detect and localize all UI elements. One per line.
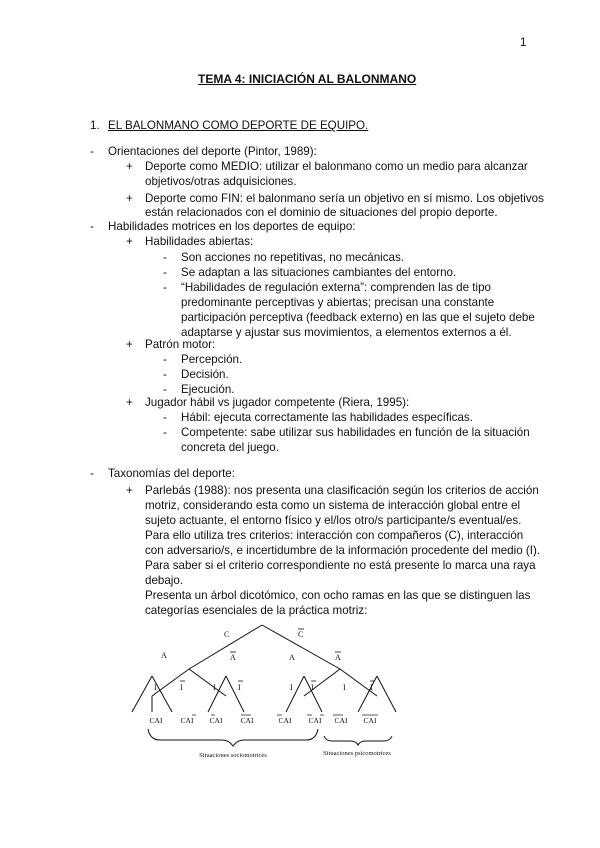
tree-label-a-negated: A bbox=[230, 653, 236, 662]
tree-label-i: I bbox=[290, 683, 293, 692]
tree-branch bbox=[189, 625, 262, 669]
abiertas-item: participación perceptiva (feedback externo) en las que el sujeto debe bbox=[181, 311, 535, 324]
dash-bullet: - bbox=[163, 281, 167, 294]
dash-bullet: - bbox=[163, 426, 167, 439]
tree-leaf: CAI bbox=[308, 716, 322, 725]
plus-bullet: + bbox=[126, 484, 133, 497]
parlebas-line: Parlebás (1988): nos presenta una clasificación según los criterios de acción bbox=[145, 484, 539, 497]
medio-line: objetivos/otras adquisiciones. bbox=[145, 175, 297, 188]
tree-branch bbox=[132, 676, 152, 712]
dash-bullet: - bbox=[163, 383, 167, 396]
parlebas-line: Presenta un árbol dicotómico, con ocho ramas en las que se distinguen las bbox=[145, 589, 531, 602]
tree-branch bbox=[262, 625, 340, 669]
tree-leaf: CAI bbox=[334, 716, 348, 725]
plus-bullet: + bbox=[126, 338, 133, 351]
tree-branch bbox=[152, 676, 172, 712]
medio-line: Deporte como MEDIO: utilizar el balonmano como un medio para alcanzar bbox=[145, 160, 528, 173]
habilidades-heading: Habilidades motrices en los deportes de equipo: bbox=[108, 220, 356, 233]
patron-heading: Patrón motor: bbox=[145, 338, 216, 351]
dash-bullet: - bbox=[163, 368, 167, 381]
tree-label-i-negated: I bbox=[180, 683, 183, 692]
psicomotrices-bracket bbox=[324, 736, 392, 745]
jugador-heading: Jugador hábil vs jugador competente (Riera, 1995): bbox=[145, 396, 410, 409]
tree-label-c-negated: C bbox=[298, 630, 304, 639]
fin-line: Deporte como FIN: el balonmano sería un objetivo en sí mismo. Los objetivos bbox=[145, 192, 544, 205]
tree-branch bbox=[340, 669, 377, 696]
tree-label-i: I bbox=[154, 683, 157, 692]
patron-item: Ejecución. bbox=[181, 383, 235, 396]
parlebas-line: motriz, considerando esta como un sistema de interacción global entre el bbox=[145, 499, 521, 512]
tree-branch bbox=[152, 669, 189, 696]
section-number: 1. bbox=[90, 119, 100, 132]
parlebas-line: Para ello utiliza tres criterios: interacción con compañeros (C), interacción bbox=[145, 529, 524, 542]
jugador-item: Competente: sabe utilizar sus habilidades en función de la situación bbox=[181, 426, 530, 439]
taxonomias-heading: Taxonomías del deporte: bbox=[108, 467, 235, 480]
tree-label-a: A bbox=[161, 651, 167, 660]
tree-leaf: CAI bbox=[278, 716, 292, 725]
plus-bullet: + bbox=[126, 396, 133, 409]
tree-label-i-negated: I bbox=[370, 683, 373, 692]
section-title: EL BALONMANO COMO DEPORTE DE EQUIPO. bbox=[108, 119, 369, 132]
plus-bullet: + bbox=[126, 192, 133, 205]
tree-branch bbox=[189, 669, 226, 696]
abiertas-item: Son acciones no repetitivas, no mecánicas. bbox=[181, 251, 404, 264]
parlebas-line: sujeto actuante, el entorno físico y el/los otro/s participante/s eventual/es. bbox=[145, 514, 522, 527]
dash-bullet: - bbox=[90, 220, 94, 233]
plus-bullet: + bbox=[126, 160, 133, 173]
group-label-sociomotrices: Situaciones sociomotrices bbox=[199, 752, 267, 759]
dash-bullet: - bbox=[163, 266, 167, 279]
tree-label-i-negated: I bbox=[311, 683, 314, 692]
orientaciones-heading: Orientaciones del deporte (Pintor, 1989): bbox=[108, 145, 317, 158]
tree-label-i: I bbox=[343, 683, 346, 692]
plus-bullet: + bbox=[126, 235, 133, 248]
fin-line: están relacionados con el dominio de situaciones del propio deporte. bbox=[145, 206, 498, 219]
tree-branch bbox=[304, 676, 322, 712]
abiertas-heading: Habilidades abiertas: bbox=[145, 235, 254, 248]
tree-leaf: CAI bbox=[209, 716, 223, 725]
abiertas-item: “Habilidades de regulación externa”: comprenden las de tipo bbox=[181, 281, 491, 294]
tree-label-i: I bbox=[213, 683, 216, 692]
abiertas-item: adaptarse y ajustar sus movimientos, a elementos externos a él. bbox=[181, 326, 512, 339]
page-number: 1 bbox=[520, 36, 527, 49]
tree-label-a-negated: A bbox=[335, 653, 341, 662]
dash-bullet: - bbox=[90, 467, 94, 480]
tree-label-a: A bbox=[289, 653, 295, 662]
tree-branch bbox=[377, 676, 396, 712]
dash-bullet: - bbox=[163, 411, 167, 424]
jugador-item: Hábil: ejecuta correctamente las habilidades específicas. bbox=[181, 411, 473, 424]
jugador-item: concreta del juego. bbox=[181, 441, 279, 454]
group-label-psicomotrices: Situaciones psicomotrices bbox=[323, 750, 391, 757]
sociomotrices-bracket bbox=[148, 729, 318, 746]
parlebas-line: con adversario/s, e incertidumbre de la información procedente del medio (I). bbox=[145, 544, 541, 557]
patron-item: Decisión. bbox=[181, 368, 229, 381]
tree-branch bbox=[358, 676, 377, 712]
dash-bullet: - bbox=[163, 251, 167, 264]
tree-leaf: CAI bbox=[149, 716, 163, 725]
abiertas-item: Se adaptan a las situaciones cambiantes del entorno. bbox=[181, 266, 457, 279]
tree-label-c: C bbox=[224, 630, 230, 639]
tree-leaf: CAI bbox=[180, 716, 194, 725]
tree-branch bbox=[304, 669, 340, 696]
tree-branch bbox=[208, 676, 226, 712]
tree-branch bbox=[286, 676, 304, 712]
tree-label-i-negated: I bbox=[238, 683, 241, 692]
dash-bullet: - bbox=[90, 145, 94, 158]
abiertas-item: predominante perceptivas y abiertas; precisan una constante bbox=[181, 296, 495, 309]
parlebas-line: debajo. bbox=[145, 574, 184, 587]
parlebas-line: Para saber si el criterio correspondiente no está presente lo marca una raya bbox=[145, 559, 536, 572]
tree-leaf: CAI bbox=[240, 716, 254, 725]
document-title: TEMA 4: INICIACIÓN AL BALONMANO bbox=[198, 72, 417, 86]
parlebas-line: categorías esenciales de la práctica motriz: bbox=[145, 604, 368, 617]
tree-branch bbox=[226, 676, 244, 712]
tree-leaf: CAI bbox=[363, 716, 377, 725]
patron-item: Percepción. bbox=[181, 353, 243, 366]
dash-bullet: - bbox=[163, 353, 167, 366]
